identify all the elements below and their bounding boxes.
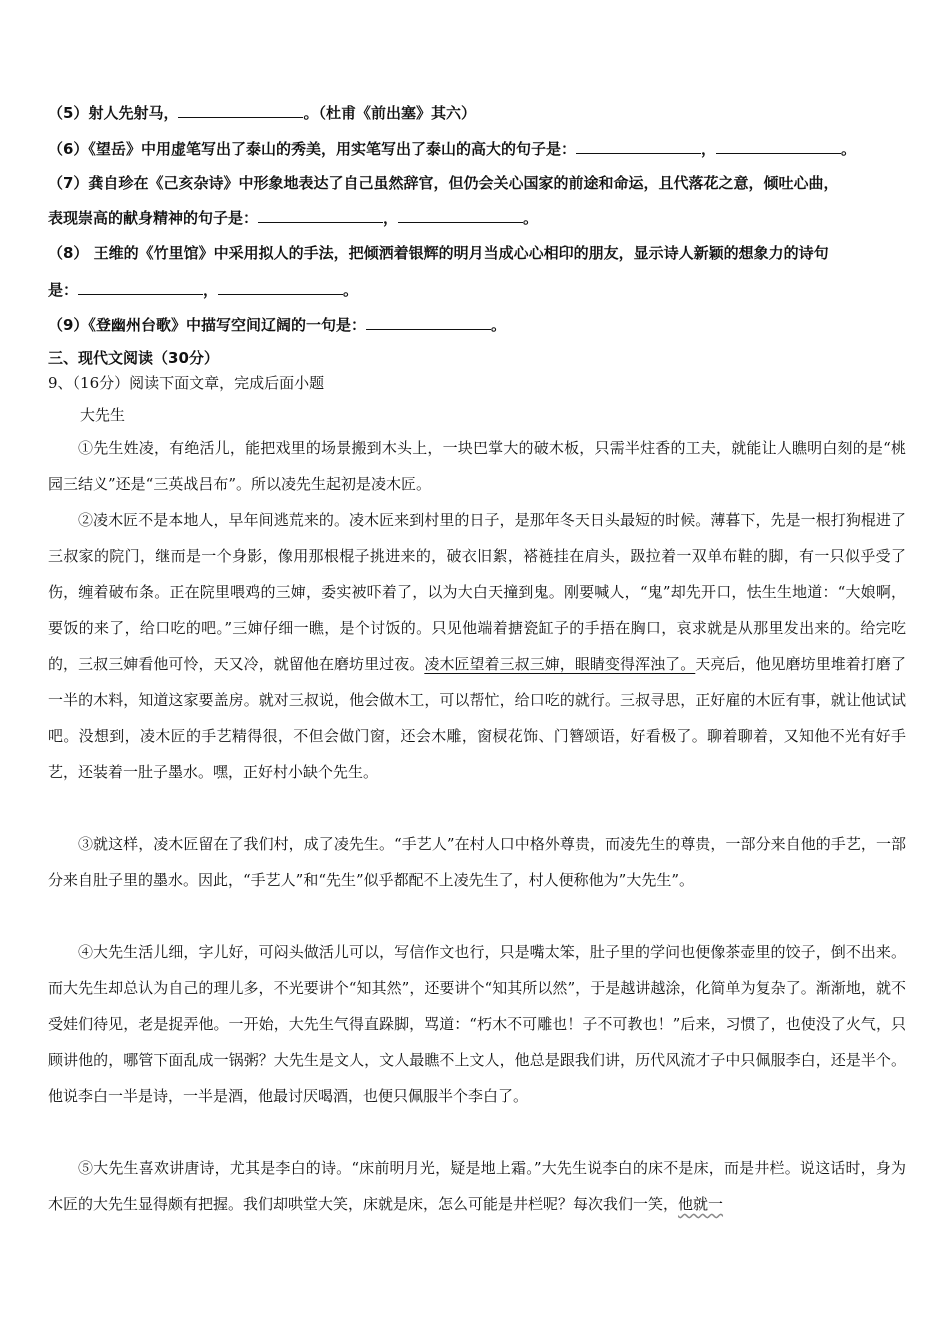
answer-blank[interactable]: [218, 280, 343, 295]
end-mark: 。: [523, 209, 539, 227]
question-5-source: 。（杜甫《前出塞》其六）: [303, 104, 476, 122]
separator: ，: [700, 140, 716, 158]
end-mark: 。: [343, 281, 359, 299]
question-6: [48, 138, 918, 160]
end-mark: 。: [490, 316, 506, 334]
question-9: [48, 314, 908, 336]
answer-blank[interactable]: [178, 103, 303, 118]
question-6-prompt: （6）《望岳》中用虚笔写出了泰山的秀美，用实笔写出了泰山的高大的句子是：: [48, 140, 576, 158]
underlined-sentence: 凌木匠望着三叔三婶，眼睛变得浑浊了。: [424, 655, 696, 673]
answer-blank[interactable]: [576, 139, 701, 154]
question-5-number: （5）: [48, 104, 89, 122]
paragraph-2-part-b: 天亮后，他见磨坊里堆着打磨了一半的木料，知道这家要盖房。就对三叔说，他会做木工，可以帮忙，给口吃的就行。三叔寻思，正好雇的木匠有事，就让他试试吧。没想到，凌木匠的手艺精得很，不但会做门窗，还会木雕，窗棂花饰、门簪颂语，好看极了。聊着聊着，又知他不光有好手艺，还装着一肚子墨水。嘿，正好村小缺个先生。: [48, 655, 906, 781]
separator: ，: [383, 209, 399, 227]
answer-blank[interactable]: [366, 315, 491, 330]
answer-blank[interactable]: [78, 280, 203, 295]
question-5: [48, 102, 908, 124]
paragraph-2: [48, 502, 906, 790]
question-8-line2: 是：: [48, 281, 79, 299]
question-5-prompt: 射人先射马，: [88, 104, 179, 122]
question-7-line1: （7）龚自珍在《己亥杂诗》中形象地表达了自己虽然辞官，但仍会关心国家的前途和命运，且代落花之意，倾吐心曲，: [48, 174, 839, 192]
question-8: [48, 242, 918, 301]
separator: ，: [203, 281, 219, 299]
paragraph-1: ①先生姓凌，有绝活儿，能把戏里的场景搬到木头上，一块巴掌大的破木板，只需半炷香的工夫，就能让人瞧明白刻的是“桃园三结义”还是“三英战吕布”。所以凌先生起初是凌木匠。: [48, 439, 906, 493]
question-8-line1: （8） 王维的《竹里馆》中采用拟人的手法，把倾洒着银辉的明月当成心心相印的朋友，显示诗人新颖的想象力的诗句: [48, 244, 829, 262]
answer-blank[interactable]: [258, 208, 383, 223]
article-title: 大先生: [80, 406, 126, 424]
task-instruction: 9、（16分）阅读下面文章，完成后面小题: [48, 374, 325, 392]
paragraph-5-text: ⑤大先生喜欢讲唐诗，尤其是李白的诗。“床前明月光，疑是地上霜。”大先生说李白的床不是床，而是井栏。说这话时，身为木匠的大先生显得颇有把握。我们却哄堂大笑，床就是床，怎么可能是井栏呢？每次我们一笑，: [48, 1159, 906, 1213]
question-9-prompt: （9）《登幽州台歌》中描写空间辽阔的一句是：: [48, 316, 366, 334]
paragraph-3: ③就这样，凌木匠留在了我们村，成了凌先生。“手艺人”在村人口中格外尊贵，而凌先生的尊贵，一部分来自他的手艺，一部分来自肚子里的墨水。因此，“手艺人”和“先生”似乎都配不上凌先生了，村人便称他为”大先生”。: [48, 835, 906, 889]
question-7: [48, 172, 918, 229]
answer-blank[interactable]: [716, 139, 841, 154]
paragraph-5: [48, 1150, 906, 1222]
section-title: 三、现代文阅读（30分）: [48, 349, 219, 367]
answer-blank[interactable]: [398, 208, 523, 223]
paragraph-5-end: 他就一: [678, 1195, 724, 1213]
paragraph-4: ④大先生活儿细，字儿好，可闷头做活儿可以，写信作文也行，只是嘴太笨，肚子里的学问也便像茶壶里的饺子，倒不出来。而大先生却总认为自己的理儿多，不光要讲个“知其然”，还要讲个“知其所以然”，于是越讲越涂，化简单为复杂了。渐渐地，就不受娃们待见，老是捉弄他。一开始，大先生气得直跺脚，骂道：“朽木不可雕也！子不可教也！”后来，习惯了，也使没了火气，只顾讲他的，哪管下面乱成一锅粥？大先生是文人，文人最瞧不上文人，他总是跟我们讲，历代风流才子中只佩服李白，还是半个。他说李白一半是诗，一半是酒，他最讨厌喝酒，也便只佩服半个李白了。: [48, 943, 906, 1105]
question-7-line2: 表现崇高的献身精神的句子是：: [48, 209, 259, 227]
paragraph-2-part-a: ②凌木匠不是本地人，早年间逃荒来的。凌木匠来到村里的日子，是那年冬天日头最短的时候。薄暮下，先是一根打狗棍进了三叔家的院门，继而是一个身影，像用那根棍子挑进来的，破衣旧絮，褡裢挂在肩头，趿拉着一双单布鞋的脚，有一只似乎受了伤，缠着破布条。正在院里喂鸡的三婶，委实被吓着了，以为大白天撞到鬼。刚要喊人，“鬼”却先开口，怯生生地道：“大娘啊，要饭的来了，给口吃的吧。”三婶仔细一瞧，是个讨饭的。只见他端着搪瓷缸子的手捂在胸口，哀求就是从那里发出来的。给完吃的，三叔三婶看他可怜，天又冷，就留他在磨坊里过夜。: [48, 511, 906, 673]
end-mark: 。: [840, 140, 856, 158]
